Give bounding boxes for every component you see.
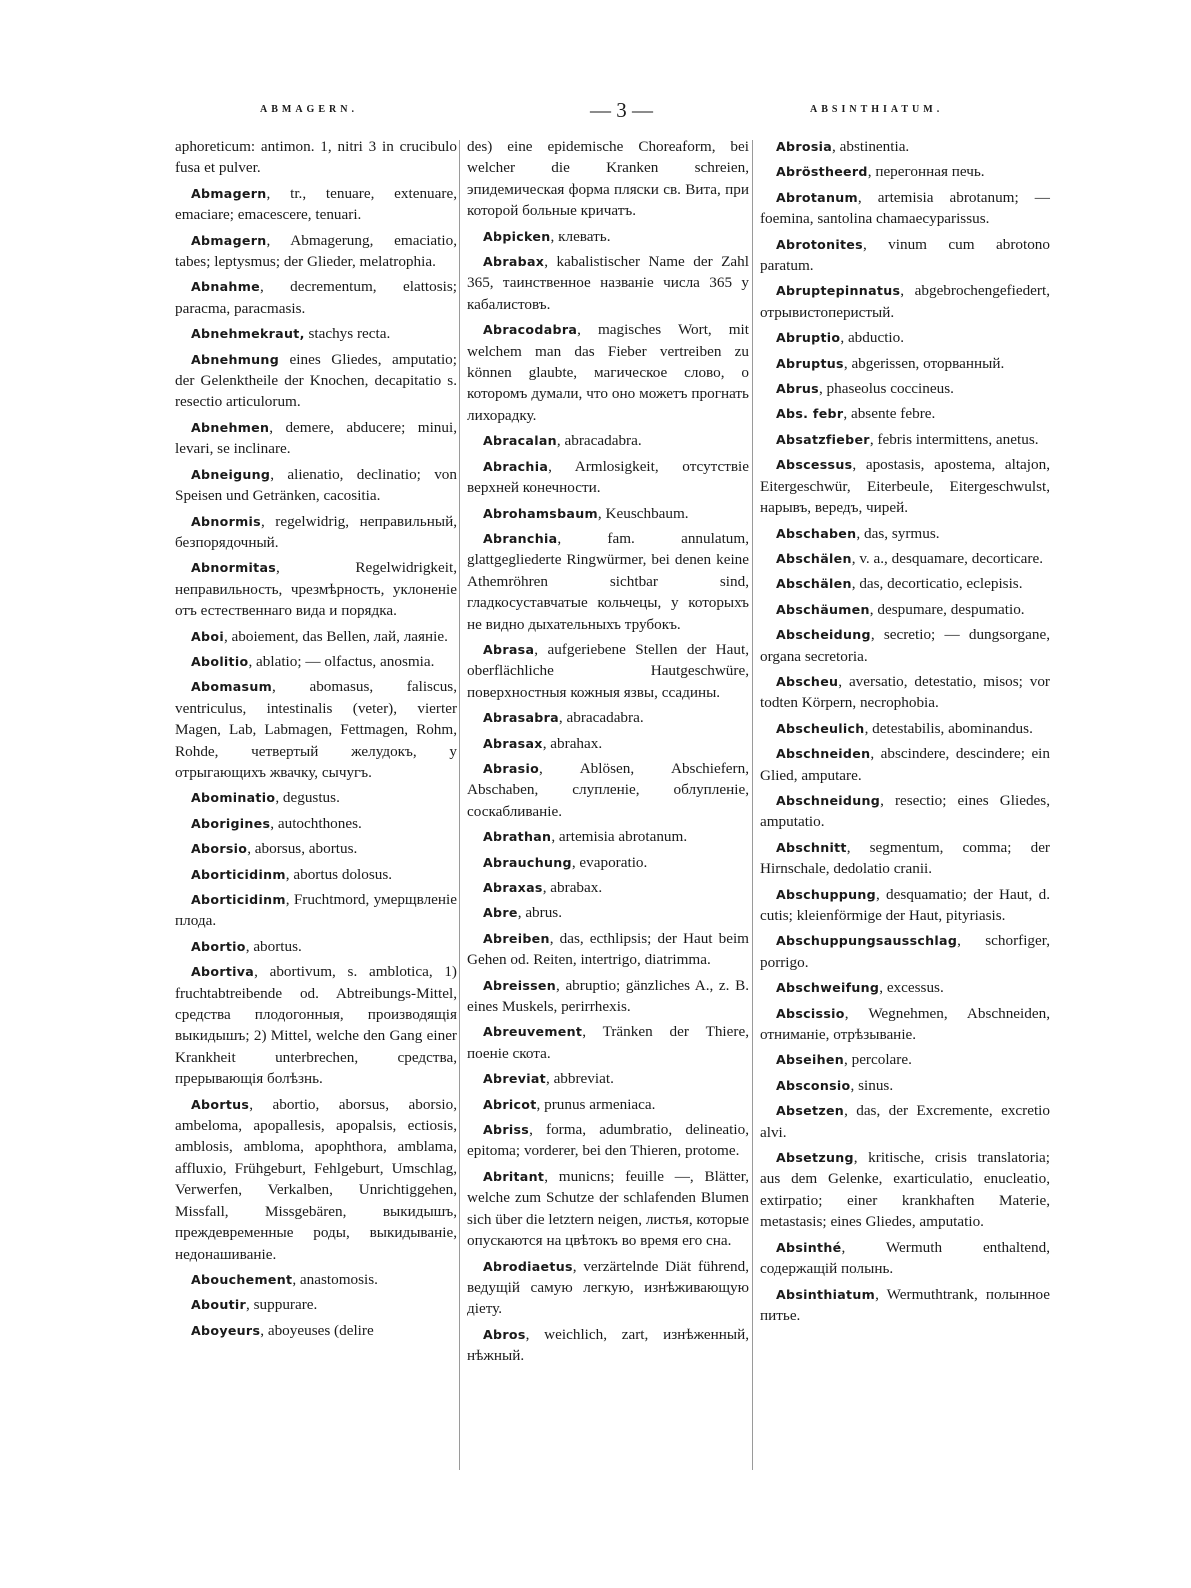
entry-definition: , resectio; eines Gliedes, amputatio. [760, 791, 1050, 831]
entry-definition: , abortivum, s. amblotica, 1) fruchtabtreibende od. Abtreibungs-Mittel, средства плодогонныя, производящія выкидышъ; 2) Mittel, welche den Gang einer Krankheit unterbrechen, средства, прерывающія болѣзнь. [175, 963, 457, 1088]
dictionary-entry [175, 813, 457, 834]
header-right-guideword: ABSINTHIATUM. [810, 104, 944, 115]
entry-headword: Abnehmen [191, 419, 270, 435]
entry-headword: Abre [483, 905, 518, 921]
entry-headword: Abreviat [483, 1071, 546, 1087]
entry-definition: , Abmagerung, emaciatio, tabes; leptysmus; der Glieder, melatrophia. [175, 231, 457, 271]
entry-headword: Abracodabra [483, 322, 578, 338]
dictionary-entry [760, 1003, 1050, 1046]
entry-headword: Abscheu [776, 673, 839, 689]
entry-definition: , abrahax. [542, 734, 603, 752]
entry-definition: , das, ecthlipsis; der Haut beim Gehen od. Reiten, intertrigo, diatrimma. [467, 929, 749, 969]
entry-definition: , Tränken der Thiere, поеніе скота. [467, 1023, 749, 1062]
entry-definition: , absente febre. [843, 405, 936, 423]
dictionary-entry [175, 936, 457, 957]
entry-definition: , aborsus, abortus. [247, 840, 358, 858]
dictionary-entry [467, 136, 749, 222]
dictionary-entry [467, 902, 749, 923]
entry-headword: Abnahme [191, 279, 260, 295]
entry-headword: Abscessus [776, 457, 853, 473]
entry-headword: Abrodiaetus [483, 1258, 573, 1274]
dictionary-entry [760, 790, 1050, 833]
dictionary-entry [760, 548, 1050, 569]
dictionary-entry [467, 1068, 749, 1089]
dictionary-entry [760, 378, 1050, 399]
dictionary-entry [467, 639, 749, 703]
entry-headword: Aborigines [191, 815, 271, 831]
entry-headword: Abreuvement [483, 1024, 583, 1040]
column-3 [760, 136, 1050, 1330]
entry-definition: , segmentum, comma; der Hirnschale, dedolatio cranii. [760, 838, 1050, 878]
dictionary-entry [760, 837, 1050, 880]
entry-headword: Abruptepinnatus [776, 283, 901, 299]
entry-headword: Abscheulich [776, 720, 865, 736]
dictionary-entry [760, 1100, 1050, 1143]
dictionary-entry [175, 1294, 457, 1315]
entry-definition: , detestabilis, abominandus. [864, 719, 1033, 737]
entry-definition: , abracadabra. [556, 432, 642, 450]
entry-definition: , regelwidrig, неправильный, безпорядочный. [175, 512, 457, 551]
entry-definition: , artemisia abrotanum. [551, 828, 688, 846]
entry-definition: , kabalistischer Name der Zahl 365, таинственное названіе числа 365 у кабалистовъ. [467, 253, 749, 313]
entry-definition: , abrus. [517, 904, 563, 922]
dictionary-entry [467, 826, 749, 847]
entry-headword: Abschuppung [776, 886, 876, 902]
entry-headword: Abriss [483, 1122, 530, 1138]
entry-headword: Abrathan [483, 829, 552, 845]
entry-headword: Abrohamsbaum [483, 505, 598, 521]
dictionary-entry [760, 1284, 1050, 1327]
entry-definition: , aboiement, das Bellen, лай, лаяніе. [223, 627, 448, 645]
entry-headword: Aboi [191, 628, 224, 644]
entry-headword: Abmagern [191, 185, 267, 201]
entry-headword: Abschälen [776, 550, 852, 566]
dictionary-entry [467, 928, 749, 971]
entry-headword: Abrosia [776, 139, 833, 154]
entry-definition: , alienatio, declinatio; von Speisen und Getränken, cacositia. [175, 465, 457, 505]
dictionary-entry [760, 1075, 1050, 1096]
entry-definition: , autochthones. [270, 814, 362, 832]
dictionary-entry [467, 707, 749, 728]
dictionary-entry [760, 234, 1050, 277]
dictionary-entry [175, 276, 457, 319]
entry-headword: Abschälen [776, 576, 852, 592]
entry-headword: Abschäumen [776, 601, 870, 617]
dictionary-entry [467, 251, 749, 315]
dictionary-entry [175, 889, 457, 932]
dictionary-entry [467, 1324, 749, 1367]
dictionary-entry [760, 1237, 1050, 1280]
dictionary-entry [467, 503, 749, 524]
dictionary-entry [467, 1021, 749, 1064]
dictionary-entry [175, 183, 457, 226]
entry-definition: , abgebrochengefiedert, отрывистоперистый. [760, 282, 1050, 321]
entry-definition: , Wermuth enthaltend, содержащій полынь. [760, 1238, 1050, 1278]
page-number: — 3 — [590, 98, 653, 122]
entry-definition: , das, decorticatio, eclepisis. [851, 575, 1023, 593]
entry-headword: Absinthiatum [776, 1286, 876, 1302]
entry-definition: , febris intermittens, anetus. [869, 430, 1039, 448]
entry-definition: , клевать. [550, 227, 611, 245]
dictionary-entry [175, 557, 457, 621]
dictionary-entry [467, 226, 749, 247]
dictionary-entry [175, 323, 457, 344]
entry-headword: Abnormis [191, 513, 261, 529]
dictionary-entry [175, 626, 457, 647]
entry-definition: , abortio, aborsus, aborsio, ambeloma, apopallesis, apopalsis, ectiosis, amblosis, ambloma, apophthora, amblama, affluxio, Frühgeburt, Fehlgeburt, Umschlag, Verwerfen, Verkalben, Unrichtiggehen, Missfall, Missgebären, выкидышъ, преждевременные роды, выкидываніе, недонашиваніе. [175, 1095, 457, 1263]
dictionary-entry [467, 733, 749, 754]
entry-headword: Abröstheerd [776, 164, 868, 180]
entry-headword: Abschweifung [776, 980, 880, 996]
dictionary-entry [467, 528, 749, 635]
entry-headword: Absetzen [776, 1103, 845, 1119]
dictionary-entry [760, 1147, 1050, 1233]
entry-definition: , aboyeuses (delire [260, 1321, 374, 1339]
dictionary-entry [760, 161, 1050, 182]
entry-definition: , Armlosigkeit, отсутствіе верхней конечности. [467, 457, 749, 497]
entry-definition: , weichlich, zart, изнѣженный, нѣжный. [467, 1325, 749, 1365]
dictionary-entry [175, 464, 457, 507]
dictionary-entry [760, 624, 1050, 667]
entry-headword: Abrasabra [483, 710, 559, 726]
entry-headword: Abortiva [191, 964, 255, 980]
dictionary-entry [760, 977, 1050, 998]
entry-headword: Abomasum [191, 679, 273, 695]
entry-headword: Abros [483, 1326, 526, 1342]
entry-headword: Abranchia [483, 530, 558, 546]
entry-definition: , Keuschbaum. [597, 504, 689, 522]
entry-headword: Abscheidung [776, 627, 871, 643]
entry-headword: Absconsio [776, 1077, 851, 1093]
entry-headword: Abmagern [191, 232, 267, 248]
entry-definition: , decrementum, elattosis; paracma, paracmasis. [175, 278, 457, 317]
entry-headword: Abolitio [191, 653, 249, 669]
dictionary-entry [467, 975, 749, 1018]
entry-headword: Abschaben [776, 525, 857, 541]
entry-definition: , desquamatio; der Haut, d. cutis; kleienförmige der Haut, pityriasis. [760, 885, 1050, 924]
dictionary-entry [175, 511, 457, 554]
entry-headword: Absatzfieber [776, 431, 870, 447]
entry-headword: Abnehmung [191, 351, 280, 367]
entry-definition: des) eine epidemische Choreaform, bei welcher die Kranken schreien, эпидемическая форма пляски св. Вита, при которой больные кричатъ. [467, 138, 749, 220]
entry-definition: , Fruchtmord, умерщвленіе плода. [175, 891, 457, 930]
entry-definition: , apostasis, apostema, altajon, Eitergeschwür, Eiterbeule, Eitergeschwulst, нарывъ, вередъ, чирей. [760, 456, 1050, 517]
dictionary-entry [760, 743, 1050, 786]
column-divider [752, 140, 753, 1470]
entry-headword: Abrotonites [776, 236, 863, 252]
dictionary-entry [175, 1269, 457, 1290]
dictionary-entry [467, 1166, 749, 1252]
entry-definition: , degustus. [275, 789, 340, 807]
entry-headword: Abscissio [776, 1005, 845, 1021]
entry-headword: Abrasax [483, 735, 543, 751]
dictionary-entry [467, 852, 749, 873]
dictionary-entry [467, 1094, 749, 1115]
dictionary-entry [175, 864, 457, 885]
entry-definition: , abracadabra. [558, 709, 644, 727]
entry-headword: Abschuppungsausschlag [776, 933, 958, 949]
entry-headword: Abrasio [483, 760, 540, 776]
entry-definition: , aversatio, detestatio, misos; vor todten Körpern, necrophobia. [760, 672, 1050, 712]
header-left-guideword: ABMAGERN. [260, 104, 358, 115]
entry-definition: , phaseolus coccineus. [818, 380, 954, 398]
entry-definition: , secretio; — dungsorgane, organa secretoria. [760, 626, 1050, 665]
entry-headword: Aboutir [191, 1297, 247, 1313]
entry-definition: , aufgeriebene Stellen der Haut, oberflächliche Hautgeschwüre, поверхностныя кожныя язвы, ссадины. [467, 640, 749, 701]
entry-headword: Abs. febr [776, 406, 844, 422]
dictionary-entry [760, 718, 1050, 739]
dictionary-entry [467, 430, 749, 451]
entry-headword: Abrus [776, 381, 819, 397]
entry-headword: Abschnitt [776, 839, 847, 855]
entry-headword: Abrasa [483, 641, 535, 657]
entry-headword: Abortio [191, 938, 246, 954]
entry-definition: , prunus armeniaca. [536, 1095, 656, 1113]
entry-definition: , abortus dolosus. [285, 865, 393, 883]
entry-headword: Abraxas [483, 880, 543, 895]
entry-headword: Aborticidinm [191, 866, 286, 882]
entry-definition: , Regelwidrigkeit, неправильность, чрезмѣрность, уклоненіе отъ естественнаго вида и порядка. [175, 559, 457, 620]
dictionary-entry [760, 353, 1050, 374]
entry-headword: Abruptio [776, 330, 841, 346]
entry-definition: , abrabax. [542, 879, 603, 896]
entry-headword: Abschneiden [776, 746, 871, 762]
entry-headword: Abortus [191, 1096, 250, 1112]
dictionary-entry [467, 456, 749, 499]
dictionary-entry [175, 787, 457, 808]
entry-headword: Abschneidung [776, 792, 881, 808]
entry-definition: , evaporatio. [571, 853, 648, 871]
entry-headword: Abracalan [483, 433, 557, 449]
entry-headword: Abrabax [483, 254, 545, 270]
entry-headword: Abouchement [191, 1271, 293, 1287]
entry-definition: , abstinentia. [832, 138, 910, 155]
dictionary-entry [175, 1094, 457, 1265]
entry-definition: , excessus. [879, 979, 944, 997]
entry-headword: Abneigung [191, 466, 271, 482]
entry-definition: , municns; feuille —, Blätter, welche zum Schutze der schlafenden Blumen sich über die letztern neigen, листья, которые опускаются на цвѣтокъ во время его сна. [467, 1167, 749, 1250]
entry-definition: , Wermuthtrank, полынное питье. [760, 1285, 1050, 1324]
dictionary-entry [760, 1049, 1050, 1070]
dictionary-entry [760, 930, 1050, 973]
entry-headword: Abominatio [191, 790, 276, 806]
dictionary-entry [175, 838, 457, 859]
entry-definition: , das, syrmus. [856, 524, 940, 542]
dictionary-entry [175, 1320, 457, 1341]
entry-definition: , abscindere, descindere; ein Glied, amputare. [760, 745, 1050, 784]
entry-definition: , abgerissen, оторванный. [843, 354, 1005, 372]
entry-headword: Abnormitas [191, 560, 277, 576]
dictionary-entry [175, 676, 457, 783]
dictionary-entry [760, 599, 1050, 620]
entry-definition: , abruptio; gänzliches A., z. B. eines Muskels, perirrhexis. [467, 976, 749, 1016]
entry-definition: , magisches Wort, mit welchem man das Fieber vertreiben zu können glaubte, магическое слово, о которомъ думали, что оно можетъ прогнать лихорадку. [467, 321, 749, 424]
dictionary-entry [760, 884, 1050, 927]
dictionary-entry [760, 327, 1050, 348]
entry-headword: Abpicken [483, 228, 551, 244]
entry-definition: , Ablösen, Abschiefern, Abschaben, слупленіе, облупленіе, соскабливаніе. [467, 759, 749, 820]
entry-headword: Abritant [483, 1168, 545, 1184]
entry-definition: , abortus. [245, 937, 302, 955]
running-header [150, 98, 1046, 128]
column-2 [467, 136, 749, 1371]
entry-headword: Abreissen [483, 977, 557, 993]
dictionary-entry [467, 1256, 749, 1320]
entry-headword: Aborticidinm [191, 892, 286, 907]
entry-definition: , forma, adumbratio, delineatio, epitoma; vorderer, bei den Thieren, protome. [467, 1121, 749, 1160]
entry-definition: , abductio. [840, 329, 905, 347]
dictionary-entry [467, 877, 749, 898]
column-divider [459, 140, 460, 1470]
dictionary-entry [467, 758, 749, 822]
dictionary-entry [175, 136, 457, 179]
entry-definition: , demere, abducere; minui, levari, se inclinare. [175, 418, 457, 458]
entry-definition: , перегонная печь. [867, 163, 985, 181]
entry-headword: Aboyeurs [191, 1322, 261, 1338]
entry-headword: Abruptus [776, 355, 844, 371]
entry-definition: aphoreticum: antimon. 1, nitri 3 in crucibulo fusa et pulver. [175, 138, 457, 177]
dictionary-entry [760, 429, 1050, 450]
entry-headword: Abricot [483, 1096, 537, 1112]
entry-definition: , schorfiger, porrigo. [760, 932, 1050, 971]
entry-definition: , suppurare. [246, 1296, 318, 1314]
entry-definition: , abbreviat. [545, 1070, 614, 1088]
entry-definition: , das, der Excremente, excretio alvi. [760, 1102, 1050, 1141]
entry-headword: Aborsio [191, 841, 248, 857]
dictionary-entry [760, 280, 1050, 323]
dictionary-entry [175, 417, 457, 460]
entry-definition: , anastomosis. [292, 1270, 378, 1288]
entry-definition: , vinum cum abrotono paratum. [760, 235, 1050, 275]
dictionary-entry [760, 403, 1050, 424]
entry-definition: stachys recta. [304, 325, 391, 343]
dictionary-entry [760, 523, 1050, 544]
entry-definition: , kritische, crisis translatoria; aus dem Gelenke, exarticulatio, enucleatio, extirpatio; einer krankhaften Materie, metastasis; eines Gliedes, amputatio. [760, 1149, 1050, 1231]
entry-headword: Abreiben [483, 930, 550, 946]
dictionary-entry [760, 454, 1050, 518]
entry-headword: Abrotanum [776, 189, 858, 205]
dictionary-entry [760, 573, 1050, 594]
entry-definition: , v. a., desquamare, decorticare. [851, 549, 1044, 567]
dictionary-entry [175, 651, 457, 672]
entry-definition: , percolare. [844, 1051, 912, 1069]
dictionary-entry [467, 1119, 749, 1162]
entry-headword: Abseihen [776, 1052, 844, 1068]
column-1 [175, 136, 457, 1345]
dictionary-entry [175, 961, 457, 1089]
entry-headword: Absetzung [776, 1150, 854, 1166]
entry-headword: Abnehmekraut, [191, 326, 305, 342]
dictionary-entry [175, 349, 457, 413]
entry-definition: , tr., tenuare, extenuare, emaciare; emacescere, tenuari. [175, 184, 457, 224]
entry-definition: , fam. annulatum, glattgegliederte Ringwürmer, bei denen keine Athemröhren sichtbar sind, гладкосуставчатые кольчецы, у которыхъ не видно дыхательныхъ трубокъ. [467, 529, 749, 633]
entry-definition: , artemisia abrotanum; — foemina, santolina chamaecyparissus. [760, 188, 1050, 228]
dictionary-entry [760, 136, 1050, 157]
entry-definition: , Wegnehmen, Abschneiden, отниманіе, отрѣзываніе. [760, 1004, 1050, 1044]
dictionary-entry [467, 319, 749, 426]
dictionary-entry [760, 187, 1050, 230]
entry-headword: Abrachia [483, 458, 549, 474]
entry-definition: , sinus. [850, 1076, 894, 1094]
dictionary-entry [760, 671, 1050, 714]
entry-definition: , verzärtelnde Diät führend, ведущій самую легкую, изнѣживающую діету. [467, 1257, 749, 1318]
entry-definition: eines Gliedes, amputatio; der Gelenktheile der Knochen, decapitatio s. resectio articulorum. [175, 350, 457, 411]
entry-definition: , despumare, despumatio. [869, 600, 1025, 618]
dictionary-entry [175, 230, 457, 273]
entry-definition: , abomasus, faliscus, ventriculus, intestinalis (veter), vierter Magen, Lab, Labmagen, Fettmagen, Rohm, Rohde, четвертый желудокъ, у отрыгающихъ жвачку, сычугъ. [175, 678, 457, 781]
entry-definition: , ablatio; — olfactus, anosmia. [248, 652, 435, 670]
entry-headword: Absinthé [776, 1239, 842, 1255]
entry-headword: Abrauchung [483, 854, 572, 870]
